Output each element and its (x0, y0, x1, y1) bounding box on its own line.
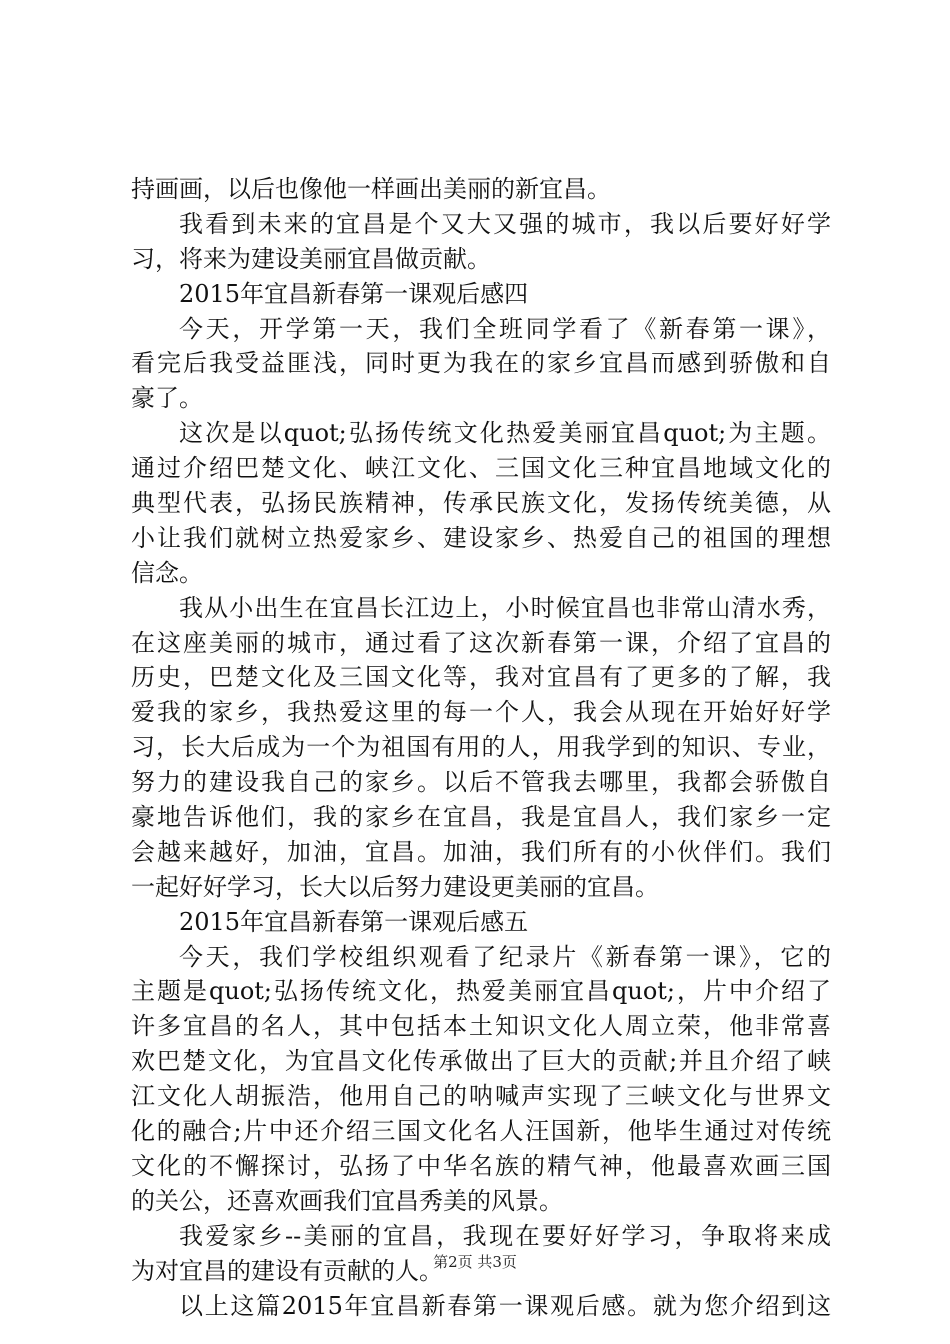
text-line: 努力的建设我自己的家乡。以后不管我去哪里，我都会骄傲自 (131, 768, 831, 797)
text-line: 爱我的家乡，我热爱这里的每一个人，我会从现在开始好好学 (131, 698, 831, 727)
text-line: 信念。 (131, 558, 203, 587)
text-line: 化的融合;片中还介绍三国文化名人汪国新，他毕生通过对传统 (131, 1117, 831, 1146)
text-line: 今天，我们学校组织观看了纪录片《新春第一课》，它的 (179, 942, 831, 971)
text-line: 会越来越好，加油，宜昌。加油，我们所有的小伙伴们。我们 (131, 837, 831, 866)
text-line: 我从小出生在宜昌长江边上，小时候宜昌也非常山清水秀， (179, 593, 831, 622)
text-line: 这次是以quot;弘扬传统文化热爱美丽宜昌quot;为主题。 (179, 419, 831, 448)
text-line: 在这座美丽的城市，通过看了这次新春第一课，介绍了宜昌的 (131, 628, 831, 657)
text-line: 豪地告诉他们，我的家乡在宜昌，我是宜昌人，我们家乡一定 (131, 803, 831, 832)
text-line: 以上这篇2015年宜昌新春第一课观后感。就为您介绍到这 (179, 1291, 831, 1320)
text-line: 主题是quot;弘扬传统文化，热爱美丽宜昌quot;，片中介绍了 (131, 977, 831, 1006)
text-line: 为对宜昌的建设有贡献的人。 (131, 1256, 443, 1285)
text-line: 许多宜昌的名人，其中包括本土知识文化人周立荣，他非常喜 (131, 1012, 831, 1041)
text-line: 我爱家乡--美丽的宜昌，我现在要好好学习，争取将来成 (179, 1221, 831, 1250)
text-line: 我看到未来的宜昌是个又大又强的城市，我以后要好好学 (179, 209, 831, 238)
document-body (131, 172, 831, 1323)
text-line: 习，长大后成为一个为祖国有用的人，用我学到的知识、专业， (131, 733, 831, 762)
text-line: 江文化人胡振浩，他用自己的呐喊声实现了三峡文化与世界文 (131, 1082, 831, 1111)
text-line: 2015年宜昌新春第一课观后感四 (179, 279, 529, 308)
text-line: 一起好好学习，长大以后努力建设更美丽的宜昌。 (131, 872, 659, 901)
text-line: 典型代表，弘扬民族精神，传承民族文化，发扬传统美德，从 (131, 489, 831, 518)
text-line: 欢巴楚文化，为宜昌文化传承做出了巨大的贡献;并且介绍了峡 (131, 1047, 831, 1076)
text-line: 持画画，以后也像他一样画出美丽的新宜昌。 (131, 175, 611, 203)
text-line: 2015年宜昌新春第一课观后感五 (179, 907, 529, 936)
text-line: 文化的不懈探讨，弘扬了中华名族的精气神，他最喜欢画三国 (131, 1151, 831, 1180)
text-line: 今天，开学第一天，我们全班同学看了《新春第一课》， (179, 314, 831, 343)
page-footer: 第2页 共3页 (433, 1253, 517, 1271)
text-line: 历史，巴楚文化及三国文化等，我对宜昌有了更多的了解，我 (131, 663, 831, 692)
text-line: 通过介绍巴楚文化、峡江文化、三国文化三种宜昌地域文化的 (131, 454, 831, 483)
text-line: 看完后我受益匪浅，同时更为我在的家乡宜昌而感到骄傲和自 (131, 349, 831, 378)
text-line: 小让我们就树立热爱家乡、建设家乡、热爱自己的祖国的理想 (131, 523, 831, 552)
text-line: 的关公，还喜欢画我们宜昌秀美的风景。 (131, 1186, 563, 1215)
text-line: 习，将来为建设美丽宜昌做贡献。 (131, 244, 491, 273)
text-line: 豪了。 (131, 384, 203, 413)
